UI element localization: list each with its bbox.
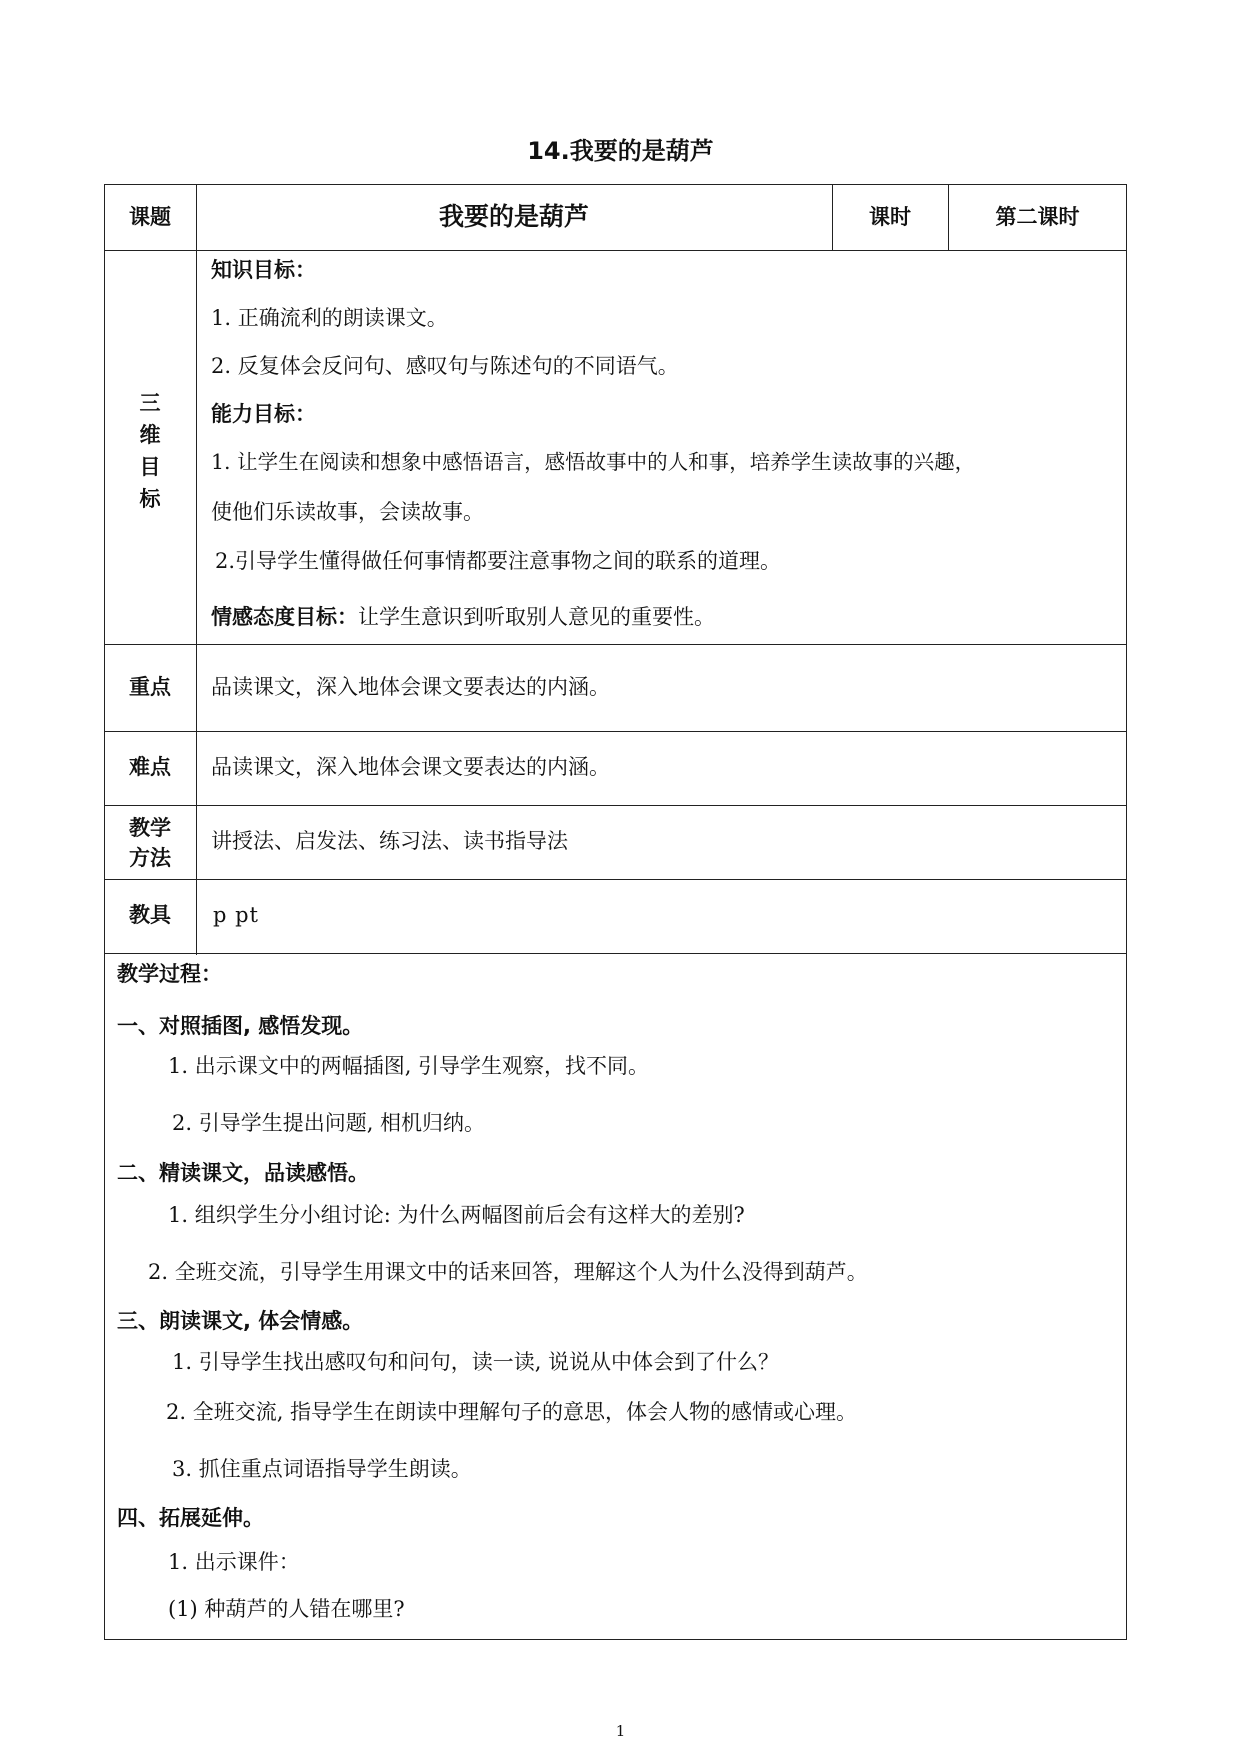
topic-label: 课题: [129, 205, 171, 229]
goals-label-char: 目: [139, 455, 161, 479]
goals-label-char: 三: [139, 391, 161, 415]
ability-goal-item: 1. 让学生在阅读和想象中感悟语言，感悟故事中的人和事，培养学生读故事的兴趣，: [211, 450, 976, 474]
process-item: 2. 全班交流, 指导学生在朗读中理解句子的意思，体会人物的感情或心理。: [166, 1400, 858, 1424]
row-divider: [104, 644, 1127, 645]
method-label-line: 教学: [129, 816, 171, 840]
goals-label-char: 标: [139, 487, 161, 511]
ability-goal-item: 2.引导学生懂得做任何事情都要注意事物之间的联系的道理。: [215, 549, 782, 573]
section-heading: 二、精读课文，品读感悟。: [117, 1161, 369, 1185]
process-item: 1. 出示课文中的两幅插图, 引导学生观察，找不同。: [168, 1054, 650, 1078]
tools-text: p pt: [213, 903, 259, 927]
emotion-goal-text: 让学生意识到听取别人意见的重要性。: [358, 605, 715, 629]
process-item: 1. 引导学生找出感叹句和问句，读一读, 说说从中体会到了什么？: [172, 1350, 780, 1374]
topic-value: 我要的是葫芦: [438, 202, 589, 231]
key-point-text: 品读课文，深入地体会课文要表达的内涵。: [211, 675, 610, 699]
process-item: 1. 出示课件：: [168, 1550, 300, 1574]
row-divider: [104, 805, 1127, 806]
row-divider: [104, 731, 1127, 732]
process-heading: 教学过程：: [117, 962, 222, 986]
emotion-goal: [211, 607, 715, 628]
difficulty-label: 难点: [129, 755, 171, 779]
tools-label: 教具: [129, 903, 171, 927]
knowledge-goal-item: 1. 正确流利的朗读课文。: [211, 306, 448, 330]
row-divider: [104, 879, 1127, 880]
ability-goal-heading: 能力目标：: [211, 402, 316, 426]
process-item: 2. 引导学生提出问题, 相机归纳。: [172, 1111, 486, 1135]
knowledge-goal-heading: 知识目标：: [211, 258, 316, 282]
method-text: 讲授法、启发法、练习法、读书指导法: [211, 829, 568, 853]
row-divider: [104, 953, 1127, 954]
process-item: 2. 全班交流，引导学生用课文中的话来回答，理解这个人为什么没得到葫芦。: [148, 1260, 868, 1284]
method-label: [104, 813, 196, 873]
section-heading: 一、对照插图, 感悟发现。: [117, 1014, 364, 1038]
process-item: 1. 组织学生分小组讨论: 为什么两幅图前后会有这样大的差别?: [168, 1203, 745, 1227]
emotion-goal-heading: 情感态度目标：: [211, 605, 358, 629]
key-point-label: 重点: [129, 675, 171, 699]
period-value: 第二课时: [995, 205, 1080, 229]
section-heading: 四、拓展延伸。: [117, 1506, 264, 1530]
goals-label: [104, 387, 196, 515]
label-column-divider: [196, 184, 197, 955]
document-title: 14.我要的是葫芦: [527, 137, 714, 165]
row-divider: [104, 250, 1127, 251]
method-label-line: 方法: [129, 846, 171, 870]
ability-goal-item-continued: 使他们乐读故事，会读故事。: [211, 500, 484, 524]
difficulty-text: 品读课文，深入地体会课文要表达的内涵。: [211, 755, 610, 779]
page-number: 1: [615, 1722, 626, 1740]
knowledge-goal-item: 2. 反复体会反问句、感叹句与陈述句的不同语气。: [211, 354, 679, 378]
process-item: 3. 抓住重点词语指导学生朗读。: [172, 1457, 472, 1481]
section-heading: 三、朗读课文, 体会情感。: [117, 1309, 364, 1333]
period-label: 课时: [869, 205, 911, 229]
process-item: (1) 种葫芦的人错在哪里?: [168, 1597, 405, 1621]
goals-label-char: 维: [139, 423, 161, 447]
